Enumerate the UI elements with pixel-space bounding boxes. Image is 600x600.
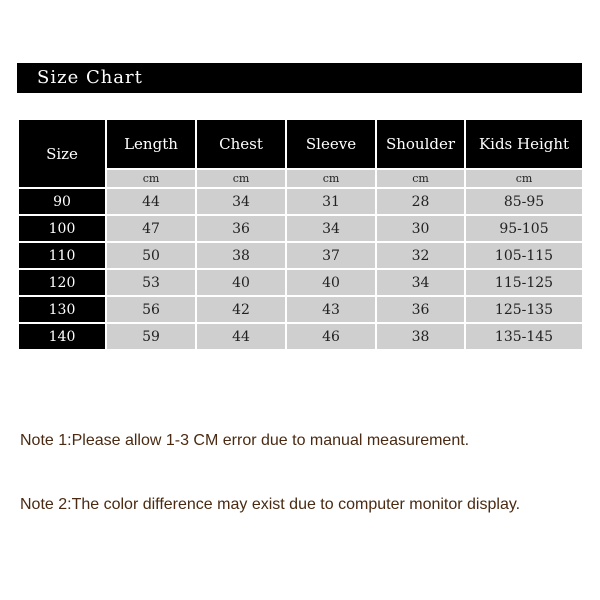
sleeve-value: 34 [286,215,376,242]
table-row [18,323,583,350]
note-2: Note 2:The color difference may exist due to computer monitor display. [20,496,521,513]
chest-value: 34 [196,188,286,215]
column-header-length: Length [106,119,196,169]
chest-value: 38 [196,242,286,269]
size-label: 120 [18,269,106,296]
size-label: 130 [18,296,106,323]
size-chart-title: Size Chart [17,63,582,93]
kids-height-value: 105-115 [465,242,583,269]
size-column-header: Size [18,119,106,188]
unit-length: cm [106,169,196,188]
sleeve-value: 31 [286,188,376,215]
size-label: 90 [18,188,106,215]
unit-shoulder: cm [376,169,465,188]
shoulder-value: 38 [376,323,465,350]
shoulder-value: 32 [376,242,465,269]
kids-height-value: 95-105 [465,215,583,242]
kids-height-value: 125-135 [465,296,583,323]
column-header-kids-height: Kids Height [465,119,583,169]
column-header-sleeve: Sleeve [286,119,376,169]
shoulder-value: 28 [376,188,465,215]
sleeve-value: 40 [286,269,376,296]
size-label: 140 [18,323,106,350]
chest-value: 40 [196,269,286,296]
size-label: 110 [18,242,106,269]
chest-value: 44 [196,323,286,350]
sleeve-value: 43 [286,296,376,323]
size-label: 100 [18,215,106,242]
table-row [18,242,583,269]
table-row [18,296,583,323]
length-value: 56 [106,296,196,323]
chest-value: 36 [196,215,286,242]
note-1: Note 1:Please allow 1-3 CM error due to manual measurement. [20,432,470,449]
kids-height-value: 135-145 [465,323,583,350]
length-value: 47 [106,215,196,242]
length-value: 53 [106,269,196,296]
shoulder-value: 36 [376,296,465,323]
size-chart-table [17,118,584,351]
kids-height-value: 85-95 [465,188,583,215]
table-row [18,269,583,296]
unit-chest: cm [196,169,286,188]
shoulder-value: 34 [376,269,465,296]
table-header-row [18,119,583,169]
column-header-shoulder: Shoulder [376,119,465,169]
length-value: 44 [106,188,196,215]
sleeve-value: 37 [286,242,376,269]
table-row [18,188,583,215]
length-value: 50 [106,242,196,269]
column-header-chest: Chest [196,119,286,169]
unit-sleeve: cm [286,169,376,188]
chest-value: 42 [196,296,286,323]
table-row [18,215,583,242]
sleeve-value: 46 [286,323,376,350]
unit-kids-height: cm [465,169,583,188]
shoulder-value: 30 [376,215,465,242]
kids-height-value: 115-125 [465,269,583,296]
length-value: 59 [106,323,196,350]
